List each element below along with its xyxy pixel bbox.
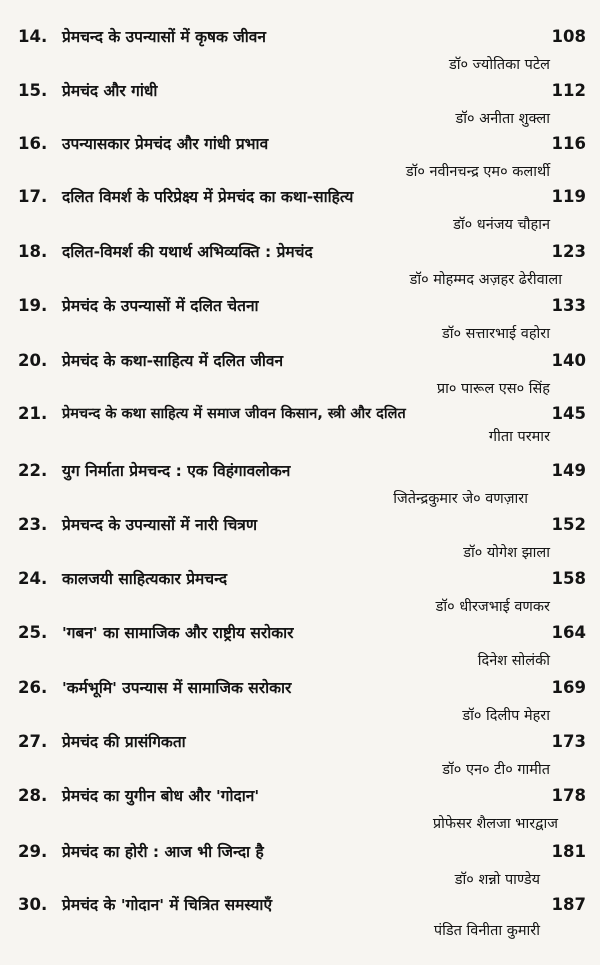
entry-number: 29.	[18, 842, 48, 861]
entry-author: डॉ० मोहम्मद अज़हर ढेरीवाला	[409, 272, 562, 288]
entry-author: प्रा० पारूल एस० सिंह	[436, 381, 550, 397]
toc-entry	[0, 403, 600, 463]
entry-title: दलित-विमर्श की यथार्थ अभिव्यक्ति : प्रेमचंद	[62, 243, 313, 261]
entry-number: 20.	[18, 351, 48, 370]
toc-entry	[0, 460, 600, 520]
entry-title: प्रेमचंद और गांधी	[62, 82, 158, 100]
entry-author: डॉ० अनीता शुक्ला	[455, 111, 550, 127]
entry-author: डॉ० सत्तारभाई वहोरा	[441, 326, 550, 342]
toc-entry	[0, 677, 600, 737]
toc-entry	[0, 894, 600, 954]
entry-title: प्रेमचंद के 'गोदान' में चित्रित समस्याएँ	[62, 896, 273, 914]
entry-title: उपन्यासकार प्रेमचंद और गांधी प्रभाव	[62, 135, 269, 153]
entry-title: प्रेमचंद का युगीन बोध और 'गोदान'	[62, 787, 260, 805]
entry-number: 14.	[18, 27, 48, 46]
entry-number: 18.	[18, 242, 48, 261]
entry-author: डॉ० धीरजभाई वणकर	[435, 599, 550, 615]
toc-entry	[0, 622, 600, 682]
entry-author: दिनेश सोलंकी	[477, 653, 550, 669]
entry-number: 25.	[18, 623, 48, 642]
entry-title: 'कर्मभूमि' उपन्यास में सामाजिक सरोकार	[62, 679, 292, 697]
toc-entry	[0, 295, 600, 355]
entry-page: 140	[551, 351, 586, 370]
entry-author: जितेन्द्रकुमार जे० वणज़ारा	[393, 491, 528, 507]
toc-entry	[0, 133, 600, 193]
entry-page: 149	[551, 461, 586, 480]
toc-entry	[0, 186, 600, 246]
entry-page: 158	[551, 569, 586, 588]
toc-entry	[0, 841, 600, 901]
entry-number: 23.	[18, 515, 48, 534]
entry-title: 'गबन' का सामाजिक और राष्ट्रीय सरोकार	[62, 624, 294, 642]
entry-author: डॉ० नवीनचन्द्र एम० कलार्थी	[405, 164, 550, 180]
entry-number: 26.	[18, 678, 48, 697]
entry-title: प्रेमचन्द के कथा साहित्य में समाज जीवन किसान, स्त्री और दलित	[62, 406, 406, 422]
entry-number: 19.	[18, 296, 48, 315]
entry-number: 15.	[18, 81, 48, 100]
entry-page: 181	[551, 842, 586, 861]
entry-number: 17.	[18, 187, 48, 206]
entry-author: गीता परमार	[488, 429, 550, 445]
entry-number: 27.	[18, 732, 48, 751]
entry-page: 145	[551, 404, 586, 423]
toc-entry	[0, 785, 600, 845]
toc-entry	[0, 731, 600, 791]
entry-number: 28.	[18, 786, 48, 805]
entry-title: कालजयी साहित्यकार प्रेमचन्द	[62, 570, 228, 588]
entry-number: 21.	[18, 404, 48, 423]
entry-title: प्रेमचन्द के उपन्यासों में कृषक जीवन	[62, 28, 266, 46]
entry-page: 178	[551, 786, 586, 805]
entry-page: 133	[551, 296, 586, 315]
entry-number: 22.	[18, 461, 48, 480]
entry-author: पंडित विनीता कुमारी	[433, 923, 540, 939]
entry-page: 108	[551, 27, 586, 46]
entry-page: 169	[551, 678, 586, 697]
entry-page: 123	[551, 242, 586, 261]
entry-page: 112	[551, 81, 586, 100]
entry-page: 152	[551, 515, 586, 534]
entry-page: 164	[551, 623, 586, 642]
entry-title: युग निर्माता प्रेमचन्द : एक विहंगावलोकन	[62, 462, 291, 480]
entry-title: प्रेमचंद के कथा-साहित्य में दलित जीवन	[62, 352, 284, 370]
entry-author: डॉ० शन्नो पाण्डेय	[454, 872, 540, 888]
entry-number: 16.	[18, 134, 48, 153]
entry-page: 173	[551, 732, 586, 751]
entry-author: डॉ० एन० टी० गामीत	[442, 762, 550, 778]
toc-entry	[0, 241, 600, 301]
entry-title: प्रेमचंद के उपन्यासों में दलित चेतना	[62, 297, 259, 315]
toc-entry	[0, 514, 600, 574]
entry-title: प्रेमचंद का होरी : आज भी जिन्दा है	[62, 843, 264, 861]
entry-page: 187	[551, 895, 586, 914]
toc-entry	[0, 350, 600, 410]
entry-title: दलित विमर्श के परिप्रेक्ष्य में प्रेमचंद का कथा-साहित्य	[62, 188, 354, 206]
entry-title: प्रेमचन्द के उपन्यासों में नारी चित्रण	[62, 516, 258, 534]
entry-author: डॉ० योगेश झाला	[463, 545, 550, 561]
toc-entry	[0, 80, 600, 140]
entry-page: 119	[551, 187, 586, 206]
entry-author: डॉ० ज्योतिका पटेल	[448, 57, 550, 73]
toc-entry	[0, 568, 600, 628]
entry-number: 30.	[18, 895, 48, 914]
entry-number: 24.	[18, 569, 48, 588]
toc-entry	[0, 26, 600, 86]
entry-author: डॉ० दिलीप मेहरा	[462, 708, 550, 724]
entry-page: 116	[551, 134, 586, 153]
entry-author: डॉ० धनंजय चौहान	[453, 217, 550, 233]
entry-title: प्रेमचंद की प्रासंगिकता	[62, 733, 186, 751]
entry-author: प्रोफेसर शैलजा भारद्वाज	[432, 816, 558, 832]
